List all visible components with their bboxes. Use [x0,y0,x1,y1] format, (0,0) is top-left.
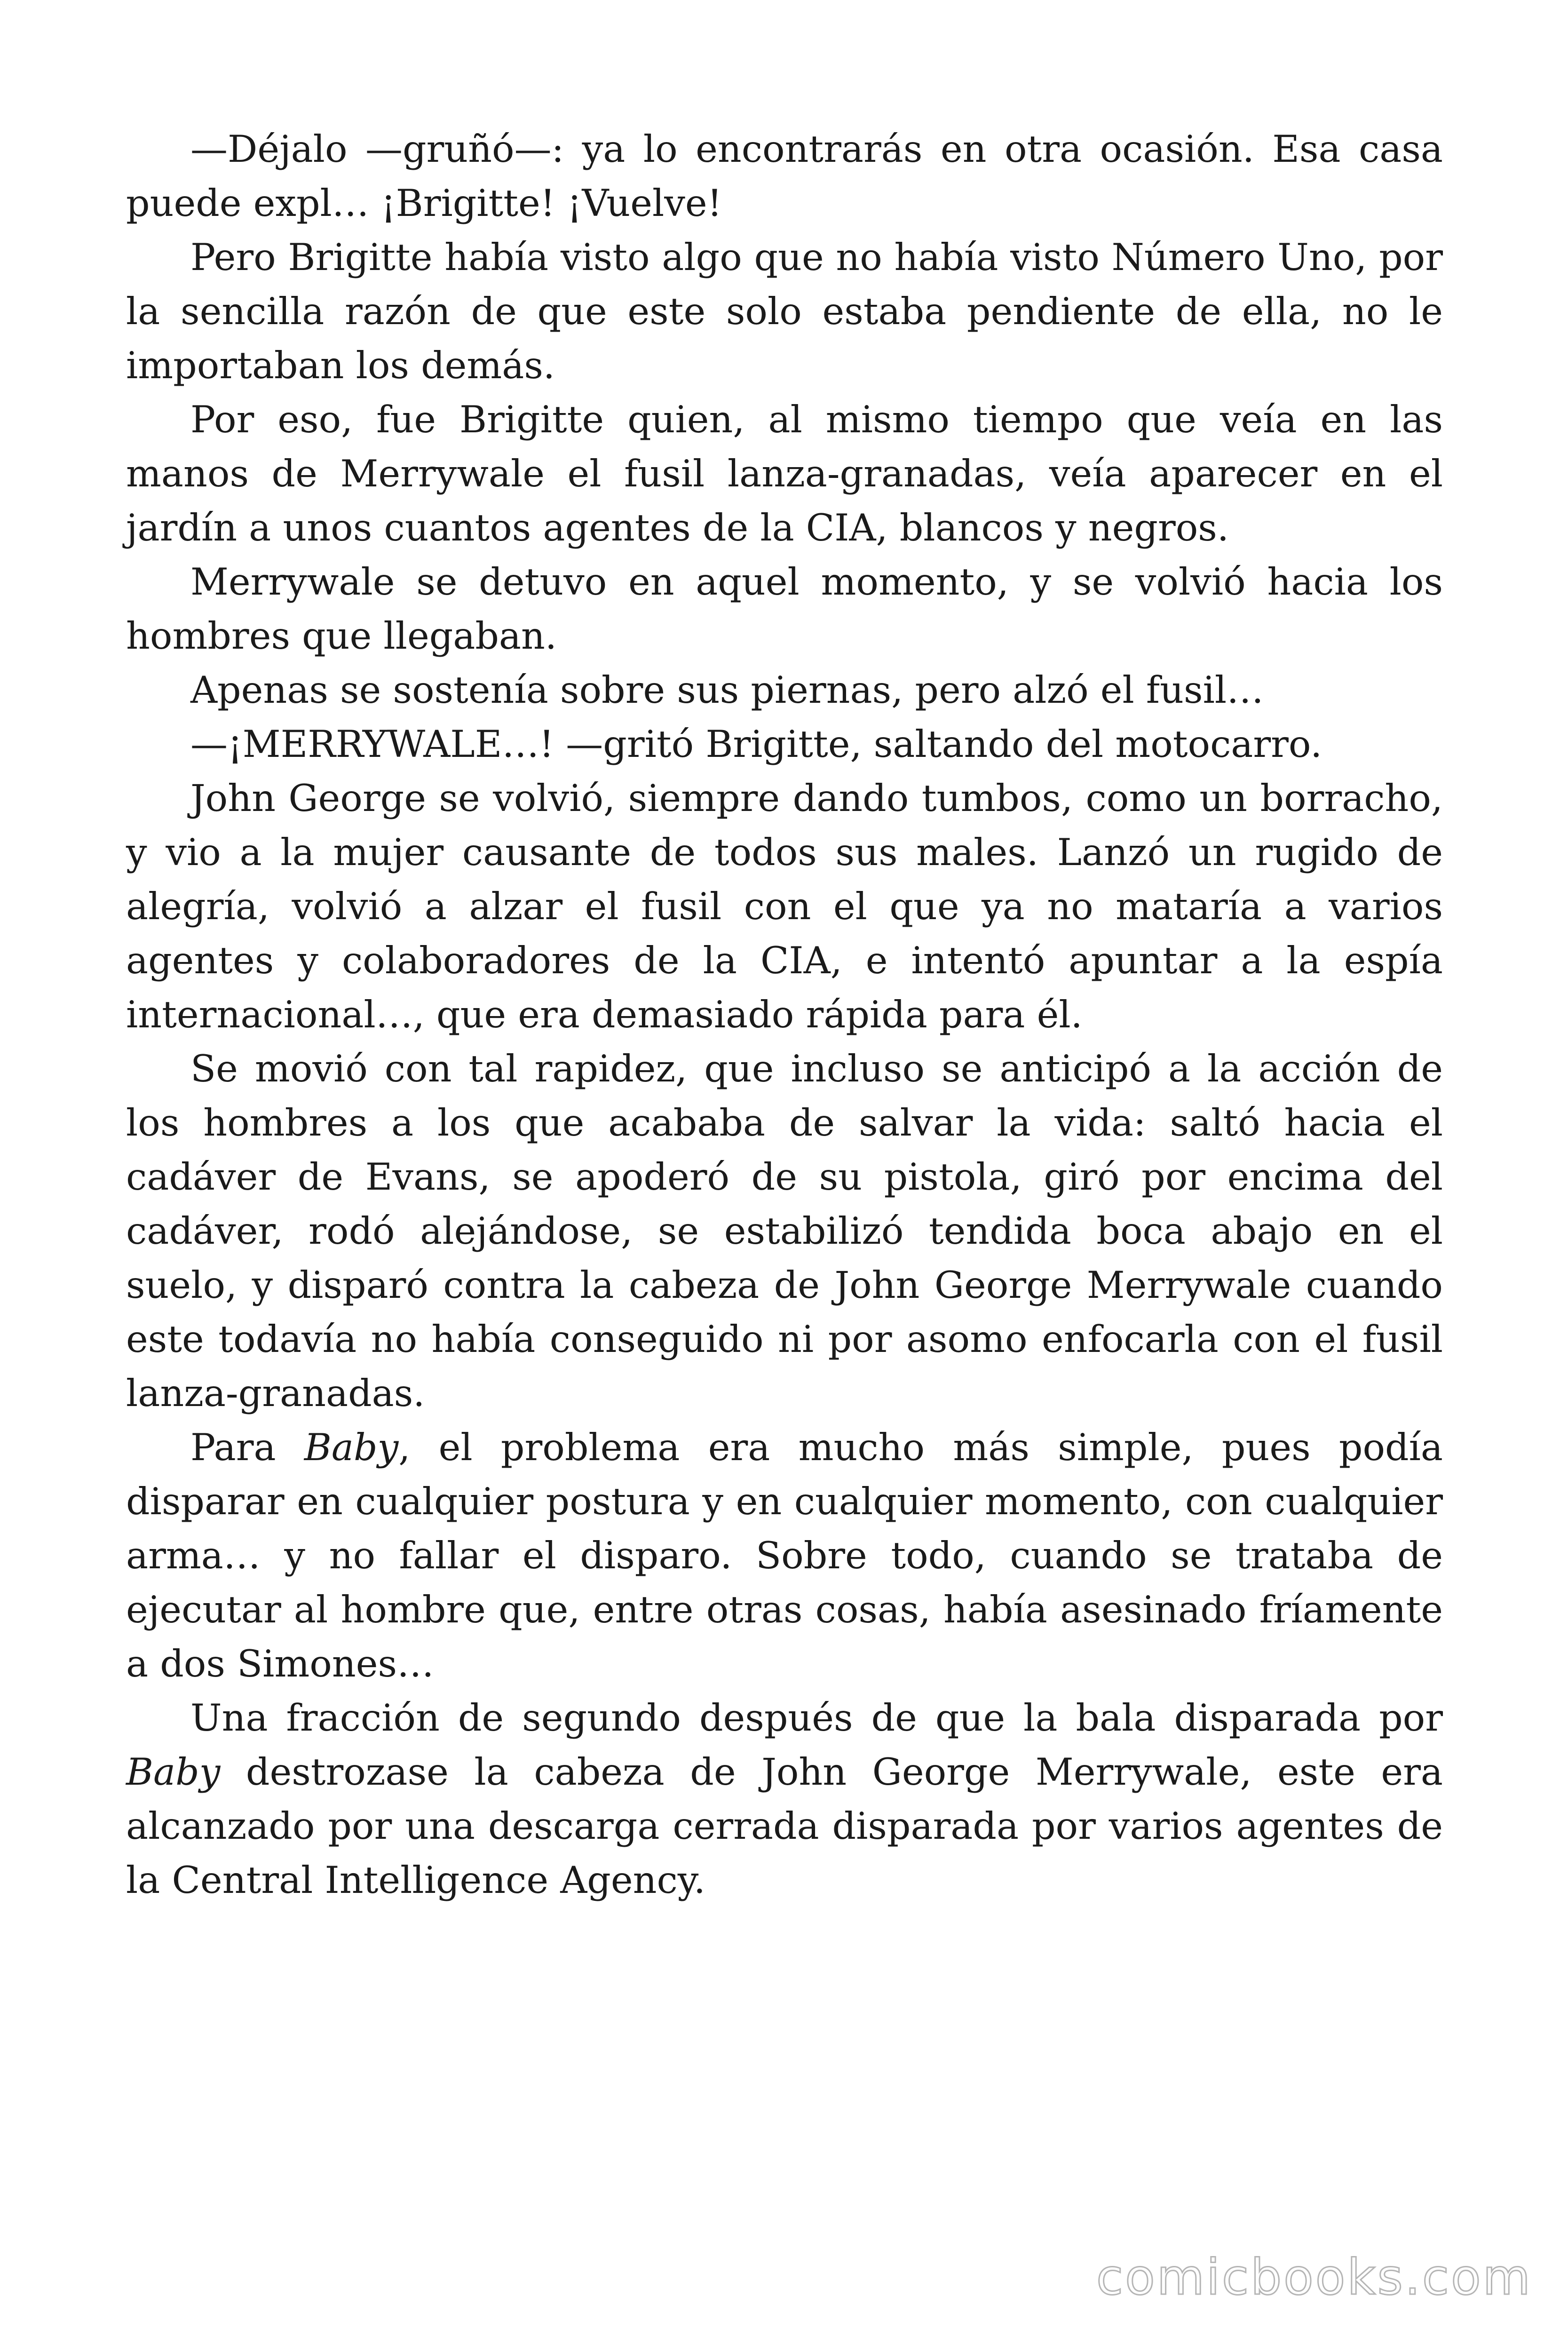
paragraph-text: —Déjalo —gruñó—: ya lo encontrarás en otra ocasión. Esa casa puede expl… ¡Brigitte! ¡Vuelve! [126,127,1443,225]
paragraph [126,1421,1443,1691]
paragraph-text: John George se volvió, siempre dando tumbos, como un borracho, y vio a la mujer causante de todos sus males. Lanzó un rugido de alegría, volvió a alzar el fusil con el que ya no mataría a varios agentes y colaboradores de la CIA, e intentó apuntar a la espía internacional…, que era demasiado rápida para él. [126,777,1443,1036]
watermark-logo: comicbooks.com [1096,2249,1532,2306]
paragraph-text: Se movió con tal rapidez, que incluso se anticipó a la acción de los hombres a los que acababa de salvar la vida: saltó hacia el cadáver de Evans, se apoderó de su pistola, giró por encima del cadáver, rodó alejándose, se estabilizó tendida boca abajo en el suelo, y disparó contra la cabeza de John George Merrywale cuando este todavía no había conseguido ni por asomo enfocarla con el fusil lanza-granadas. [126,1047,1443,1415]
paragraph [126,1042,1443,1421]
italic-text: Baby [126,1750,221,1794]
paragraph-text: Para [190,1426,304,1469]
paragraph-text: Merrywale se detuvo en aquel momento, y se volvió hacia los hombres que llegaban. [126,560,1443,658]
paragraph [126,771,1443,1042]
body-text [126,122,1443,1907]
paragraph [126,122,1443,230]
paragraph-text: —¡MERRYWALE…! —gritó Brigitte, saltando del motocarro. [190,723,1323,766]
paragraph [126,230,1443,393]
paragraph [126,393,1443,555]
paragraph-text: Apenas se sostenía sobre sus piernas, pero alzó el fusil… [190,668,1264,712]
paragraph-text: , el problema era mucho más simple, pues podía disparar en cualquier postura y en cualquier momento, con cualquier arma… y no fallar el disparo. Sobre todo, cuando se trataba de ejecutar al hombre que, entre otras cosas, había asesinado fríamente a dos Simones… [126,1426,1443,1685]
paragraph-text: Pero Brigitte había visto algo que no había visto Número Uno, por la sencilla razón de que este solo estaba pendiente de ella, no le importaban los demás. [126,236,1443,387]
italic-text: Baby [304,1426,399,1469]
paragraph [126,1691,1443,1907]
paragraph [126,663,1443,717]
paragraph [126,717,1443,771]
paragraph-text: Por eso, fue Brigitte quien, al mismo tiempo que veía en las manos de Merrywale el fusil lanza-granadas, veía aparecer en el jardín a unos cuantos agentes de la CIA, blancos y negros. [126,398,1443,549]
paragraph-text: destrozase la cabeza de John George Merrywale, este era alcanzado por una descarga cerrada disparada por varios agentes de la Central Intelligence Agency. [126,1750,1443,1902]
paragraph [126,555,1443,663]
paragraph-text: Una fracción de segundo después de que la bala disparada por [190,1696,1443,1740]
